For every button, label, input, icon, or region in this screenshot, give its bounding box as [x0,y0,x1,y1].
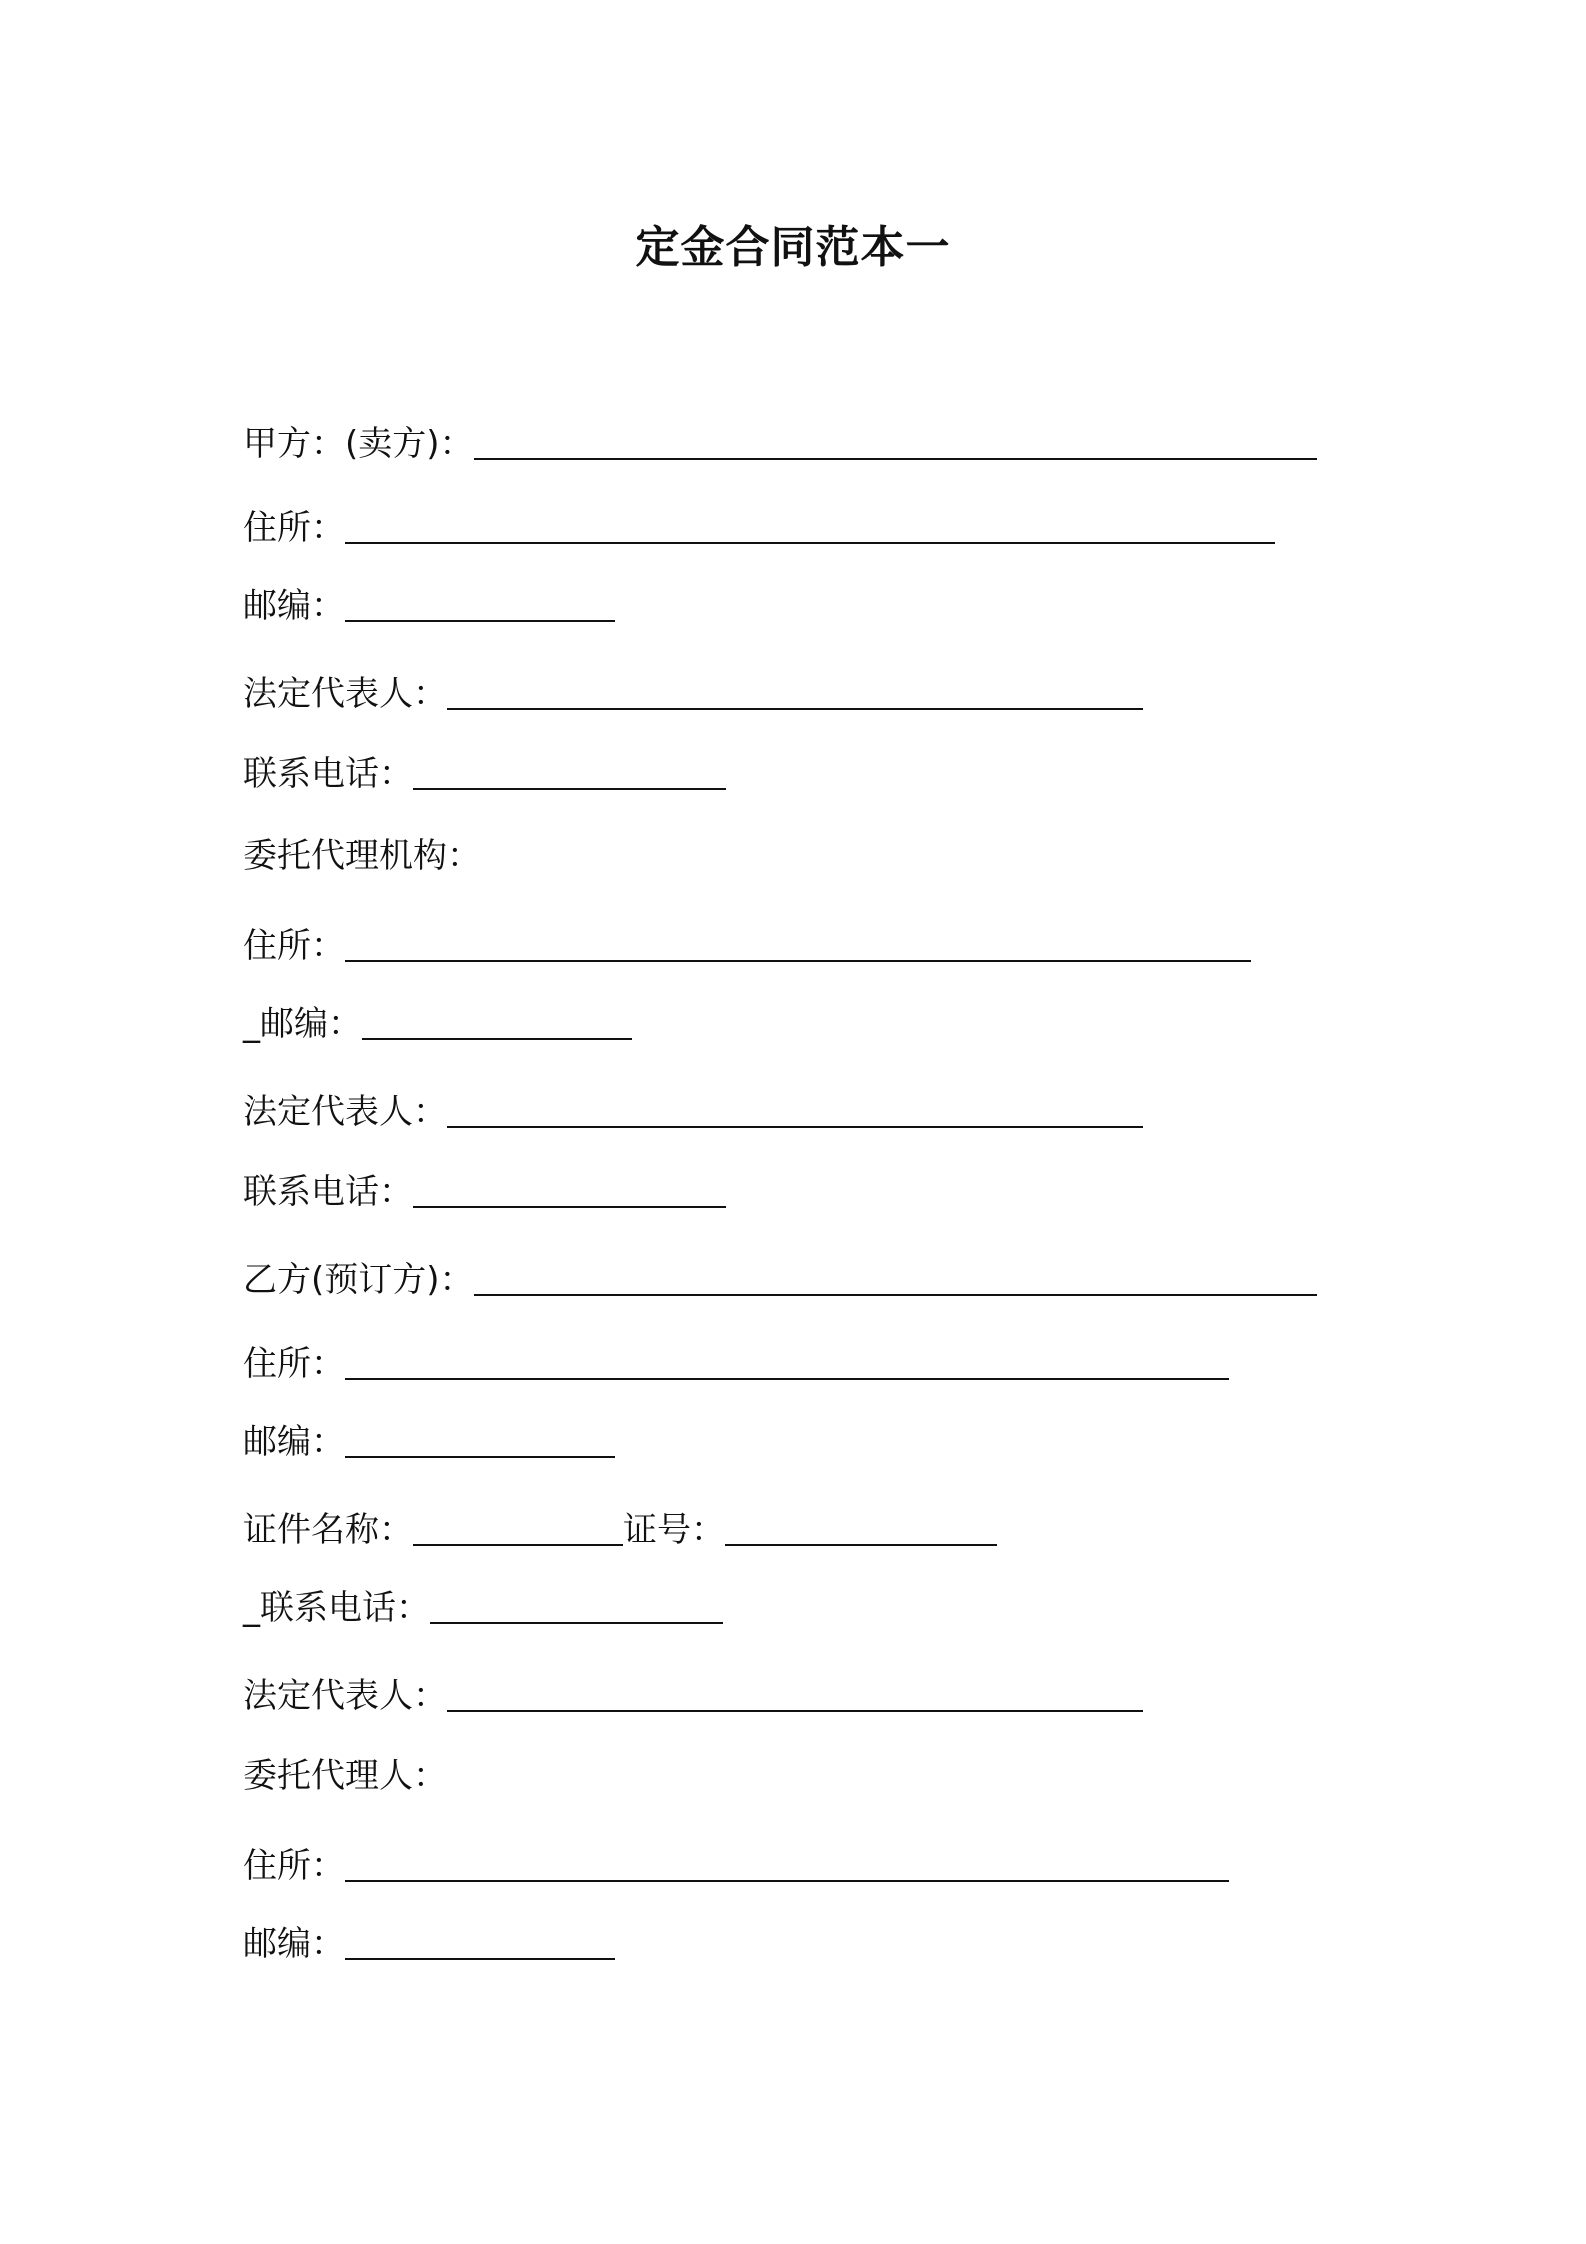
field-label: 邮编： [243,1422,345,1462]
fill-blank[interactable] [345,1880,1229,1882]
fill-blank[interactable] [362,1038,632,1040]
fill-blank[interactable] [345,1378,1229,1380]
field-label: 住所： [243,926,345,966]
field-agency-postcode [243,1000,632,1048]
field-party-b [243,1256,1317,1304]
field-label: _邮编： [243,1004,362,1044]
fill-blank[interactable] [430,1622,723,1624]
field-party-b-agent [243,1752,447,1800]
field-label: 联系电话： [243,754,413,794]
field-party-b-legal-rep [243,1672,1143,1720]
fill-blank[interactable] [413,1206,726,1208]
field-label: 委托代理人： [243,1756,447,1796]
fill-blank[interactable] [345,542,1275,544]
field-party-b-agent-postcode [243,1920,615,1968]
fill-blank[interactable] [447,1126,1143,1128]
field-label: 乙方(预订方)： [243,1260,474,1300]
fill-blank[interactable] [345,1456,615,1458]
fill-blank[interactable] [447,1710,1143,1712]
field-label: 联系电话： [243,1172,413,1212]
field-party-a-phone [243,750,726,798]
fill-blank[interactable] [413,788,726,790]
document-title: 定金合同范本一 [635,222,951,273]
fill-blank[interactable] [345,1958,615,1960]
field-party-a-legal-rep [243,670,1143,718]
field-party-a-postcode [243,582,615,630]
field-agency-address [243,922,1251,970]
fill-blank[interactable] [447,708,1143,710]
field-party-b-agent-address [243,1842,1229,1890]
field-party-b-address [243,1340,1229,1388]
fill-blank[interactable] [725,1544,997,1546]
field-label: _联系电话： [243,1588,430,1628]
field-label: 证件名称： [243,1510,413,1550]
field-label: 法定代表人： [243,1092,447,1132]
field-party-a-address [243,504,1275,552]
field-label: 邮编： [243,1924,345,1964]
fill-blank[interactable] [345,620,615,622]
fill-blank[interactable] [474,1294,1317,1296]
field-label: 住所： [243,1344,345,1384]
field-party-b-id [243,1506,997,1554]
field-label: 邮编： [243,586,345,626]
field-agency-phone [243,1168,726,1216]
fill-blank[interactable] [413,1544,623,1546]
field-agency [243,832,481,880]
fill-blank[interactable] [345,960,1251,962]
fill-blank[interactable] [474,458,1317,460]
field-label: 甲方：(卖方)： [243,424,474,464]
field-label: 住所： [243,1846,345,1886]
field-label: 委托代理机构： [243,836,481,876]
field-label: 住所： [243,508,345,548]
field-label: 证号： [623,1510,725,1550]
field-party-a [243,420,1317,468]
field-agency-legal-rep [243,1088,1143,1136]
field-label: 法定代表人： [243,1676,447,1716]
field-party-b-phone [243,1584,723,1632]
field-party-b-postcode [243,1418,615,1466]
field-label: 法定代表人： [243,674,447,714]
